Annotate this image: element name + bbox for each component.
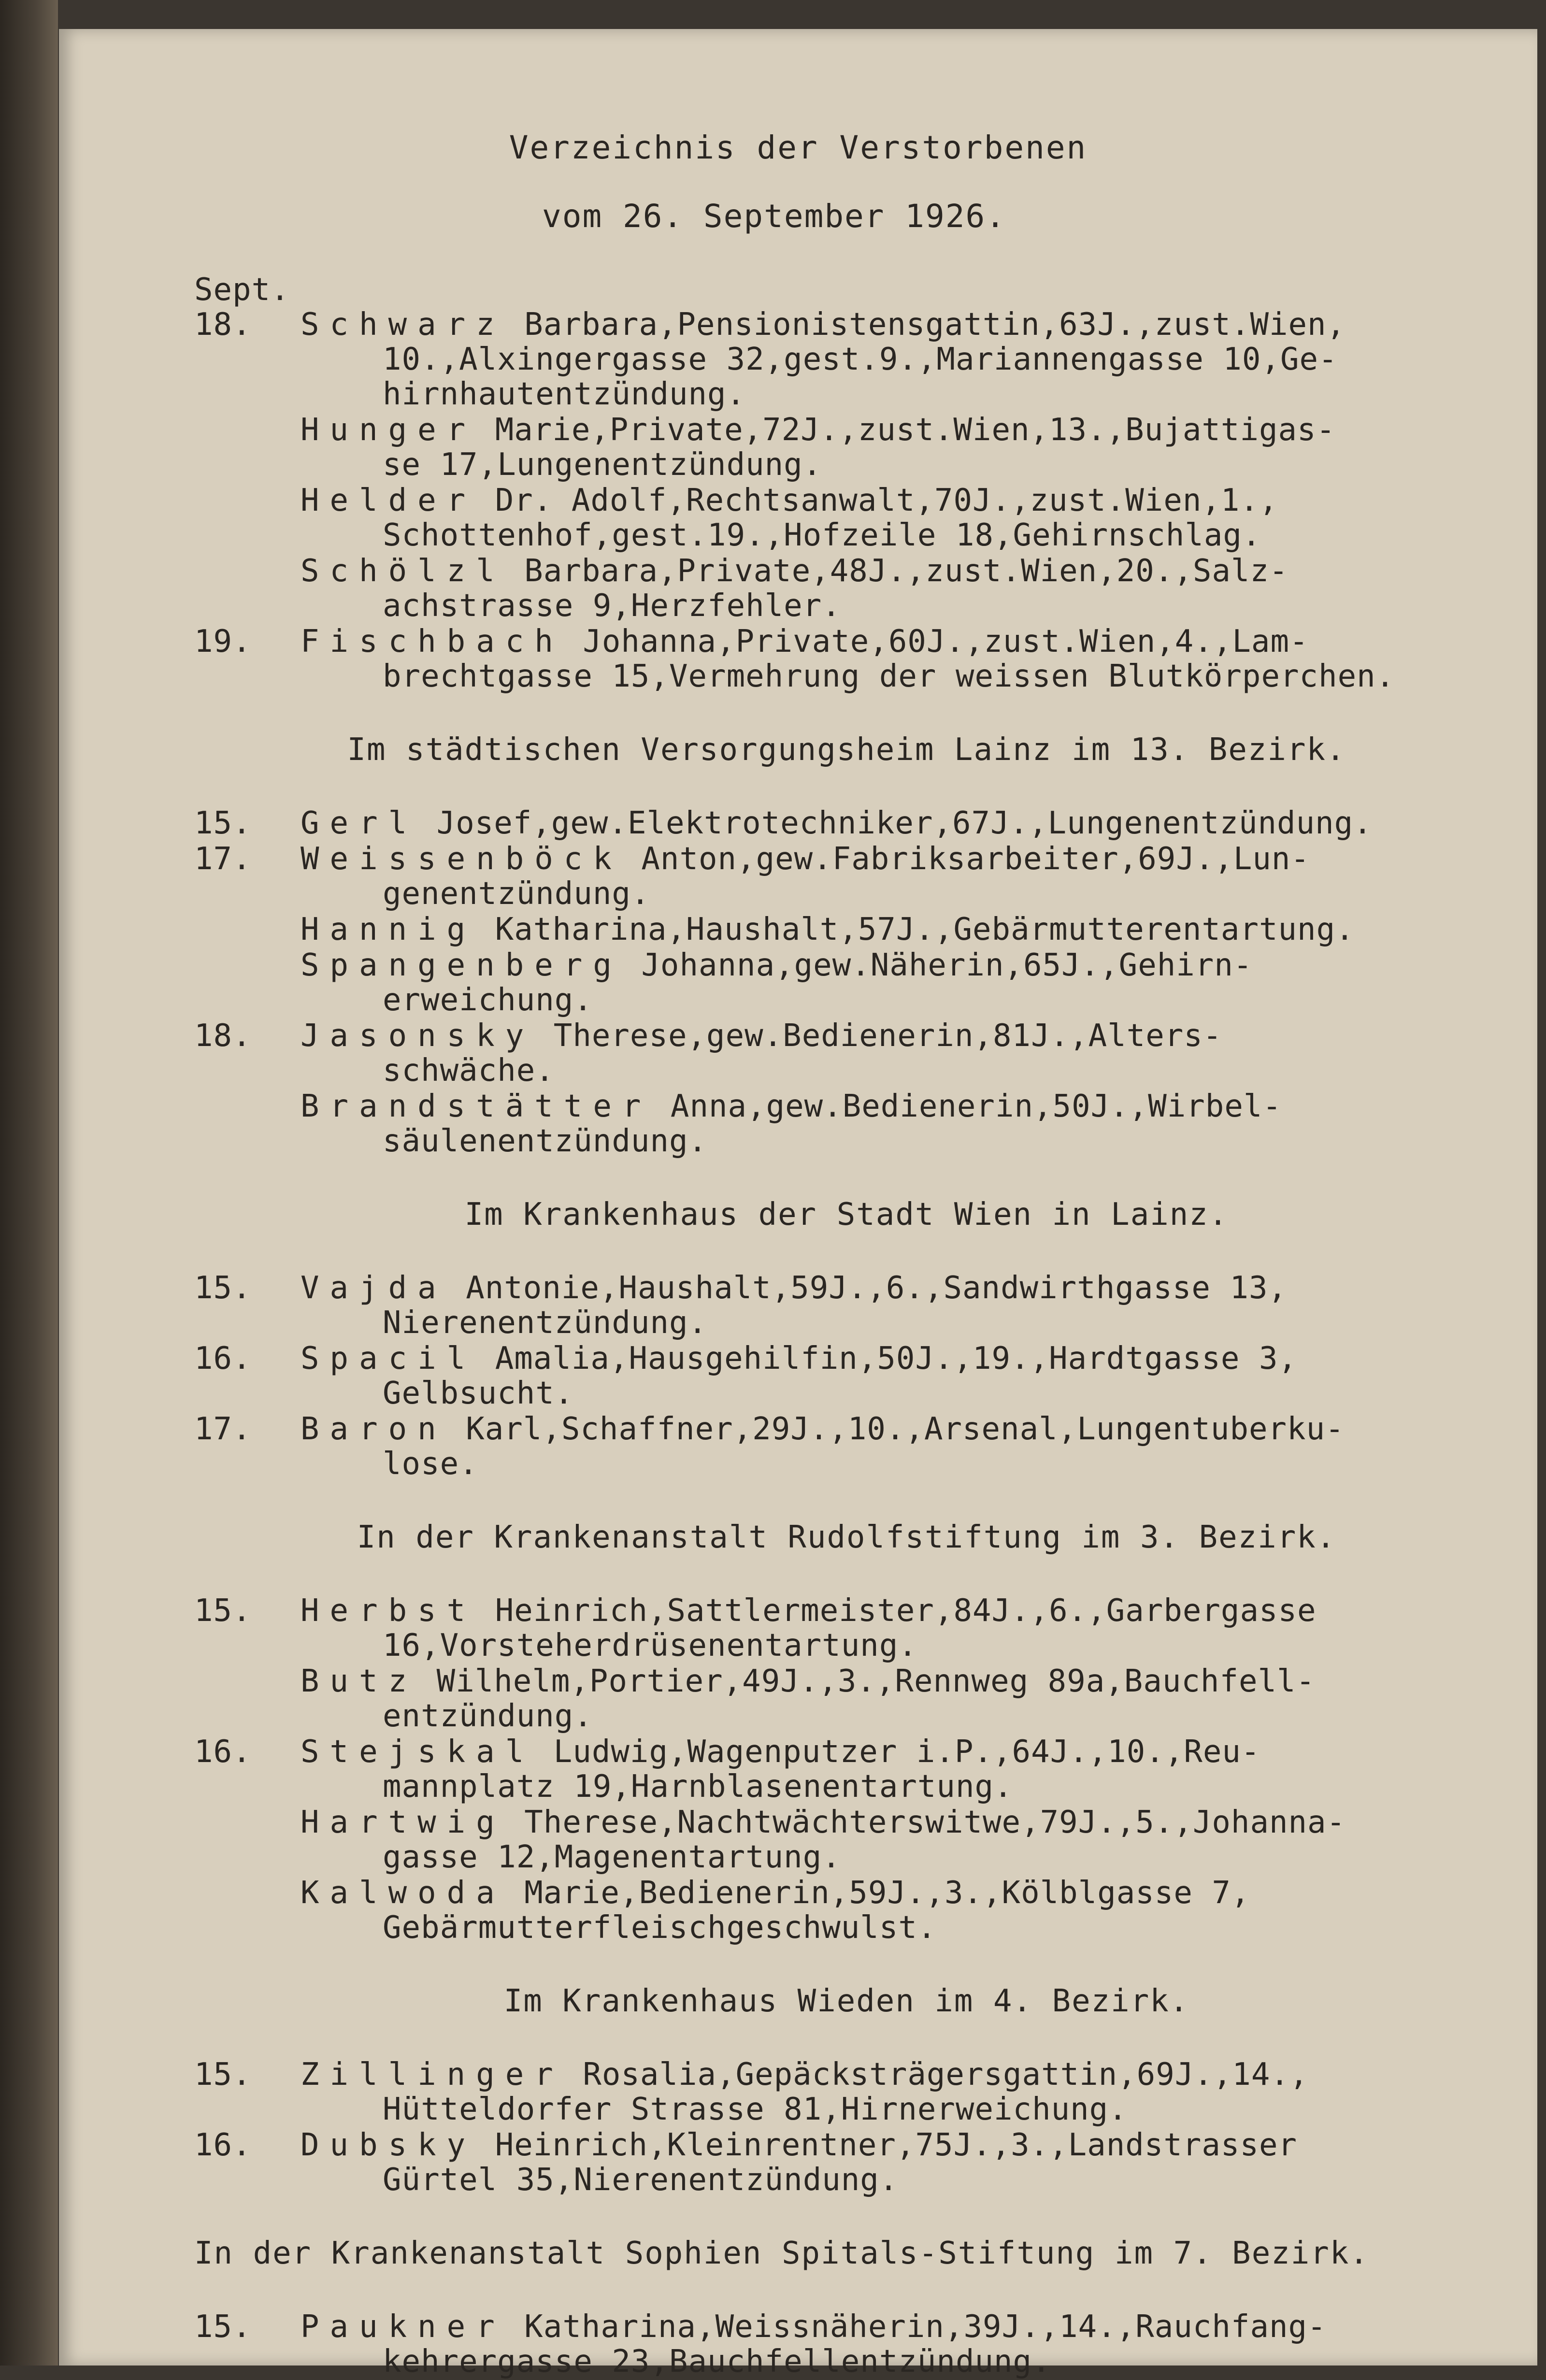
entry-details: Katharina,Haushalt,57J.,Gebärmutterentartung.: [476, 912, 1355, 947]
entry-first-line: [301, 2309, 1327, 2345]
entry-first-line: [301, 1875, 1250, 1911]
entry-text: [301, 2128, 1499, 2197]
entry-day: 15.: [194, 805, 252, 841]
entry-continuation: 16,Vorsteherdrüsenentartung.: [383, 1628, 917, 1663]
register-entry: [194, 1664, 1499, 1734]
entry-continuation: Gürtel 35,Nierenentzündung.: [383, 2162, 899, 2198]
section-heading: In der Krankenanstalt Rudolfstiftung im 3. Bezirk.: [357, 1520, 1336, 1555]
register-entry: [194, 1593, 1499, 1663]
entry-continuation: schwäche.: [383, 1053, 555, 1089]
entry-details: Ludwig,Wagenputzer i.P.,64J.,10.,Reu-: [534, 1734, 1260, 1770]
entry-continuation: entzündung.: [383, 1698, 593, 1734]
entry-first-line: [301, 2057, 1309, 2093]
book-binding: [0, 0, 58, 2366]
entry-details: Katharina,Weissnäherin,39J.,14.,Rauchfang-: [505, 2309, 1327, 2345]
entry-surname: Hartwig: [301, 1805, 505, 1840]
entry-first-line: [301, 805, 1373, 841]
entry-surname: Weissenböck: [301, 841, 622, 877]
register-entry: [194, 1089, 1499, 1159]
entry-surname: Dubsky: [301, 2127, 476, 2163]
entry-continuation: 10.,Alxingergasse 32,gest.9.,Mariannengasse 10,Ge-: [383, 342, 1338, 377]
section-heading: Im Krankenhaus Wieden im 4. Bezirk.: [503, 1983, 1189, 2019]
entry-day: 16.: [194, 1734, 252, 1770]
entry-continuation: lose.: [383, 1446, 478, 1482]
register-entry: [194, 483, 1499, 553]
entry-surname: Spacil: [301, 1341, 476, 1376]
entry-surname: Helder: [301, 483, 476, 518]
entry-text: [301, 948, 1499, 1018]
entry-first-line: [301, 1018, 1222, 1054]
section-heading: Im Krankenhaus der Stadt Wien in Lainz.: [464, 1197, 1229, 1233]
entry-continuation: brechtgasse 15,Vermehrung der weissen Blutkörperchen.: [383, 659, 1395, 694]
entry-continuation: Gelbsucht.: [383, 1376, 574, 1411]
entry-surname: Hunger: [301, 412, 476, 448]
entry-day: 18.: [194, 307, 252, 343]
entry-text: [301, 1735, 1499, 1804]
entry-day: 17.: [194, 1411, 252, 1447]
entry-text: [301, 2057, 1499, 2127]
entry-day: 16.: [194, 2127, 252, 2163]
entry-first-line: [301, 1089, 1282, 1124]
page-title: Verzeichnis der Verstorbenen: [509, 129, 1088, 166]
entry-text: [301, 1271, 1499, 1340]
register-entry: [194, 2128, 1499, 2197]
entry-details: Dr. Adolf,Rechtsanwalt,70J.,zust.Wien,1.,: [476, 483, 1278, 518]
entry-continuation: achstrasse 9,Herzfehler.: [383, 588, 841, 624]
entry-text: [301, 1018, 1499, 1088]
entry-continuation: Nierenentzündung.: [383, 1305, 708, 1341]
section-heading: Im städtischen Versorgungsheim Lainz im 13. Bezirk.: [347, 732, 1346, 768]
entry-details: Anton,gew.Fabriksarbeiter,69J.,Lun-: [622, 841, 1310, 877]
entry-first-line: [301, 841, 1310, 877]
section-heading: In der Krankenanstalt Sophien Spitals-Stiftung im 7. Bezirk.: [194, 2236, 1369, 2271]
entry-details: Amalia,Hausgehilfin,50J.,19.,Hardtgasse 3,: [476, 1341, 1298, 1376]
entry-text: [301, 307, 1499, 412]
register-entry: [194, 624, 1499, 694]
register-entry: [194, 307, 1499, 412]
entry-details: Marie,Bedienerin,59J.,3.,Kölblgasse 7,: [505, 1875, 1250, 1911]
entry-day: 15.: [194, 2057, 252, 2093]
entry-text: [301, 1341, 1499, 1411]
entry-day: 18.: [194, 1018, 252, 1054]
entry-surname: Stejskal: [301, 1734, 535, 1770]
entry-first-line: [301, 553, 1288, 589]
register-entry: [194, 1876, 1499, 1945]
entry-first-line: [301, 1734, 1260, 1770]
entry-details: Rosalia,Gepäcksträgersgattin,69J.,14.,: [563, 2057, 1309, 2093]
entry-text: [301, 2309, 1499, 2379]
entry-text: [301, 1805, 1499, 1875]
entry-surname: Herbst: [301, 1593, 476, 1629]
entry-surname: Butz: [301, 1663, 418, 1699]
entry-details: Barbara,Pensionistensgattin,63J.,zust.Wien,: [505, 307, 1346, 343]
entry-surname: Spangenberg: [301, 947, 622, 983]
entry-first-line: [301, 412, 1335, 448]
entry-details: Karl,Schaffner,29J.,10.,Arsenal,Lungentuberku-: [446, 1411, 1345, 1447]
entry-day: 15.: [194, 2309, 252, 2345]
entry-first-line: [301, 1411, 1345, 1447]
entry-surname: Hannig: [301, 912, 476, 947]
entry-text: [301, 1089, 1499, 1159]
entry-text: [301, 912, 1499, 947]
page-subtitle: vom 26. September 1926.: [542, 198, 1006, 235]
entry-first-line: [301, 307, 1346, 343]
register-entry: [194, 413, 1499, 482]
entry-details: Barbara,Private,48J.,zust.Wien,20.,Salz-: [505, 553, 1288, 589]
entry-text: [301, 554, 1499, 623]
entry-first-line: [301, 2127, 1297, 2163]
entry-text: [301, 1664, 1499, 1734]
entry-surname: Baron: [301, 1411, 447, 1447]
register-entry: [194, 1805, 1499, 1875]
entry-continuation: se 17,Lungenentzündung.: [383, 447, 822, 483]
entry-first-line: [301, 624, 1309, 660]
entry-details: Marie,Private,72J.,zust.Wien,13.,Bujattigas-: [476, 412, 1336, 448]
register-entry: [194, 2057, 1499, 2127]
entry-continuation: mannplatz 19,Harnblasenentartung.: [383, 1769, 1013, 1805]
entry-continuation: Hütteldorfer Strasse 81,Hirnerweichung.: [383, 2092, 1128, 2127]
entry-surname: Brandstätter: [301, 1089, 652, 1124]
entry-continuation: gasse 12,Magenentartung.: [383, 1839, 841, 1875]
page-content: [194, 130, 1499, 2380]
entry-text: [301, 624, 1499, 694]
entry-surname: Fischbach: [301, 624, 564, 660]
entry-first-line: [301, 912, 1355, 947]
entry-first-line: [301, 1270, 1287, 1306]
entry-continuation: Schottenhof,gest.19.,Hofzeile 18,Gehirnschlag.: [383, 517, 1261, 553]
entry-first-line: [301, 1341, 1297, 1376]
entry-first-line: [301, 947, 1252, 983]
document-page: [59, 29, 1537, 2380]
register-entry: [194, 842, 1499, 911]
entry-details: Antonie,Haushalt,59J.,6.,Sandwirthgasse 13,: [446, 1270, 1288, 1306]
entry-surname: Gerl: [301, 805, 418, 841]
entry-details: Therese,gew.Bedienerin,81J.,Alters-: [534, 1018, 1222, 1054]
register-entry: [194, 1735, 1499, 1804]
entry-text: [301, 1593, 1499, 1663]
month-label: Sept.: [194, 272, 290, 308]
entry-details: Johanna,Private,60J.,zust.Wien,4.,Lam-: [563, 624, 1309, 660]
entry-first-line: [301, 483, 1278, 518]
entry-continuation: hirnhautentzündung.: [383, 376, 746, 412]
entry-text: [301, 806, 1499, 841]
entry-text: [301, 1412, 1499, 1481]
entry-continuation: säulenentzündung.: [383, 1123, 708, 1159]
entry-day: 19.: [194, 624, 252, 660]
entry-surname: Schwarz: [301, 307, 505, 343]
entry-text: [301, 483, 1499, 553]
register-entry: [194, 948, 1499, 1018]
entry-details: Therese,Nachtwächterswitwe,79J.,5.,Johanna-: [505, 1805, 1346, 1840]
entry-first-line: [301, 1593, 1317, 1629]
entry-details: Johanna,gew.Näherin,65J.,Gehirn-: [622, 947, 1253, 983]
entry-day: 16.: [194, 1341, 252, 1376]
entry-details: Heinrich,Sattlermeister,84J.,6.,Garbergasse: [476, 1593, 1317, 1629]
entry-surname: Schölzl: [301, 553, 505, 589]
entry-day: 15.: [194, 1593, 252, 1629]
entry-day: 15.: [194, 1270, 252, 1306]
entry-continuation: genentzündung.: [383, 876, 650, 912]
entry-surname: Kalwoda: [301, 1875, 505, 1911]
entry-continuation: Gebärmutterfleischgeschwulst.: [383, 1910, 937, 1946]
entry-day: 17.: [194, 841, 252, 877]
register-sections: [194, 307, 1499, 2379]
entry-surname: Zillinger: [301, 2057, 564, 2093]
entry-first-line: [301, 1663, 1315, 1699]
entry-details: Anna,gew.Bedienerin,50J.,Wirbel-: [651, 1089, 1282, 1124]
entry-text: [301, 1876, 1499, 1945]
entry-continuation: erweichung.: [383, 982, 593, 1018]
register-entry: [194, 554, 1499, 623]
register-entry: [194, 1412, 1499, 1481]
entry-text: [301, 842, 1499, 911]
register-entry: [194, 806, 1499, 841]
register-entry: [194, 2309, 1499, 2379]
entry-text: [301, 413, 1499, 482]
entry-surname: Paukner: [301, 2309, 505, 2345]
register-entry: [194, 1341, 1499, 1411]
entry-details: Heinrich,Kleinrentner,75J.,3.,Landstrasser: [476, 2127, 1298, 2163]
entry-details: Josef,gew.Elektrotechniker,67J.,Lungenentzündung.: [417, 805, 1373, 841]
entry-details: Wilhelm,Portier,49J.,3.,Rennweg 89a,Bauchfell-: [417, 1663, 1316, 1699]
register-entry: [194, 1018, 1499, 1088]
register-entry: [194, 912, 1499, 947]
entry-surname: Vajda: [301, 1270, 447, 1306]
register-entry: [194, 1271, 1499, 1340]
entry-continuation: kehrergasse 23,Bauchfellentzündung.: [383, 2344, 1051, 2380]
entry-surname: Jasonsky: [301, 1018, 535, 1054]
entry-first-line: [301, 1805, 1346, 1840]
